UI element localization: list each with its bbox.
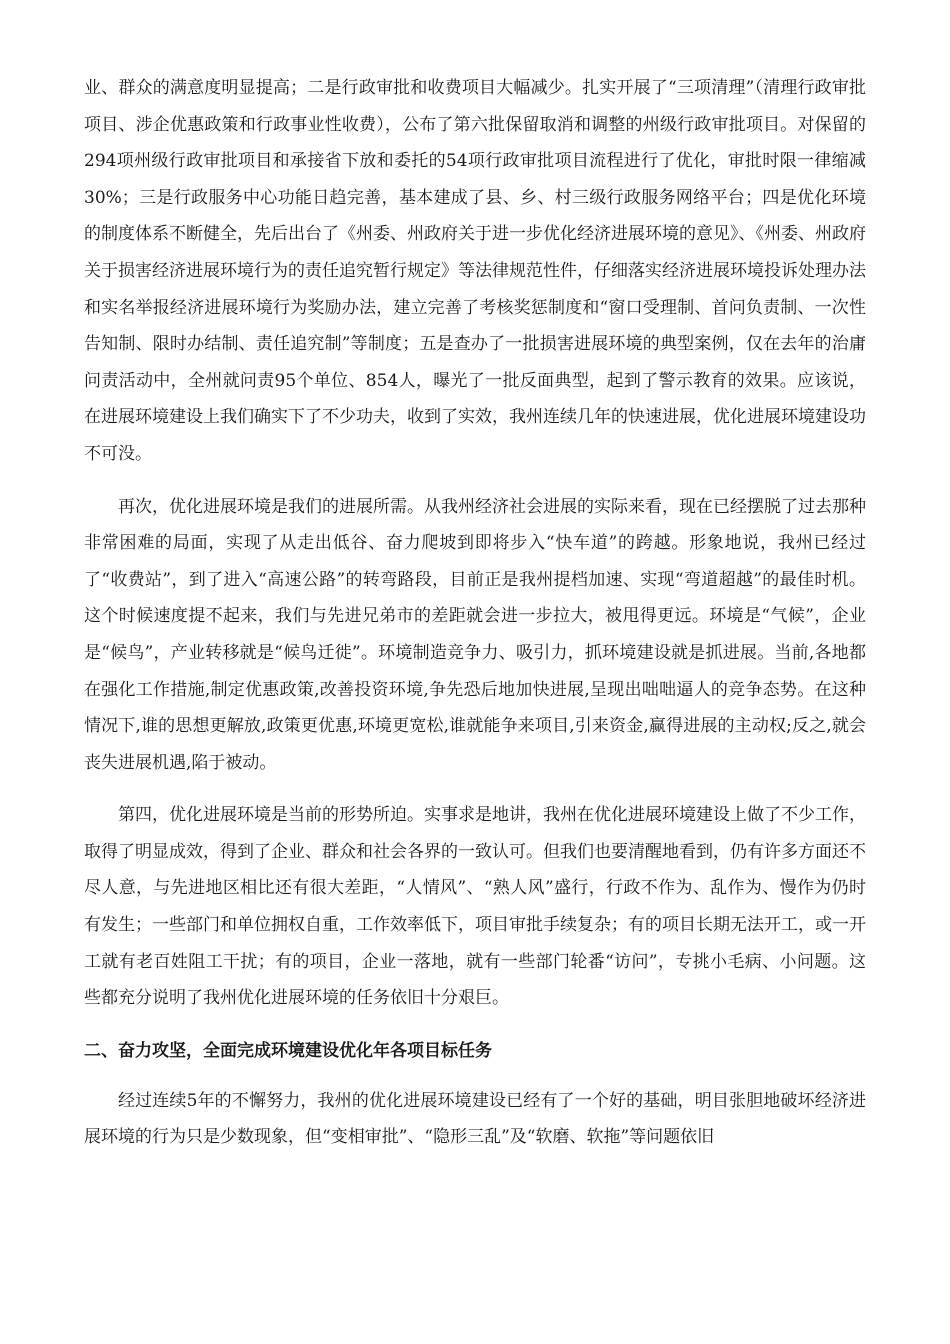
section-heading: 二、奋力攻坚，全面完成环境建设优化年各项目标任务 <box>84 1040 492 1061</box>
paragraph-current-situation: 第四，优化进展环境是当前的形势所迫。实事求是地讲，我州在优化进展环境建设上做了不少工作，取得了明显成效，得到了企业、群众和社会各界的一致认可。但我们也要清醒地看到，仍有许多方面还不尽人意，与先进地区相比还有很大差距，“人情风”、“熟人风”盛行，行政不作为、乱作为、慢作为仍时有发生；一些部门和单位拥权自重，工作效率低下，项目审批手续复杂；有的项目长期无法开工，或一开工就有老百姓阻工干扰；有的项目，企业一落地，就有一些部门轮番“访问”，专挑小毛病、小问题。这些都充分说明了我州优化进展环境的任务依旧十分艰巨。 <box>84 805 866 1009</box>
paragraph-section-intro: 经过连续5年的不懈努力，我州的优化进展环境建设已经有了一个好的基础，明目张胆地破坏经济进展环境的行为只是少数现象，但“变相审批”、“隐形三乱”及“软磨、软拖”等问题依旧 <box>84 1090 866 1148</box>
paragraph-development-needs: 再次，优化进展环境是我们的进展所需。从我州经济社会进展的实际来看，现在已经摆脱了过去那种非常困难的局面，实现了从走出低谷、奋力爬坡到即将步入“快车道”的跨越。形象地说，我州已经过了“收费站”，到了进入“高速公路”的转弯路段，目前正是我州提档加速、实现“弯道超越”的最佳时机。这个时候速度提不起来，我们与先进兄弟市的差距就会进一步拉大，被甩得更远。环境是“气候”，企业是“候鸟”，产业转移就是“候鸟迁徙”。环境制造竞争力、吸引力，抓环境建设就是抓进展。当前,各地都在强化工作措施,制定优惠政策,改善投资环境,争先恐后地加快进展,呈现出咄咄逼人的竞争态势。在这种情况下,谁的思想更解放,政策更优惠,环境更宽松,谁就能争来项目,引来资金,赢得进展的主动权;反之,就会丧失进展机遇,陷于被动。 <box>84 496 866 773</box>
document-page <box>84 70 866 1172</box>
paragraph-continuation: 业、群众的满意度明显提高；二是行政审批和收费项目大幅减少。扎实开展了“三项清理”（清理行政审批项目、涉企优惠政策和行政事业性收费），公布了第六批保留取消和调整的州级行政审批项目。对保留的294项州级行政审批项目和承接省下放和委托的54项行政审批项目流程进行了优化，审批时限一律缩减30%；三是行政服务中心功能日趋完善，基本建成了县、乡、村三级行政服务网络平台；四是优化环境的制度体系不断健全，先后出台了《州委、州政府关于进一步优化经济进展环境的意见》、《州委、州政府关于损害经济进展环境行为的责任追究暂行规定》等法律规范性件，仔细落实经济进展环境投诉处理办法和实名举报经济进展环境行为奖励办法，建立完善了考核奖惩制度和“窗口受理制、首问负责制、一次性告知制、限时办结制、责任追究制”等制度；五是查办了一批损害进展环境的典型案例，仅在去年的治庸问责活动中，全州就问责95个单位、854人，曝光了一批反面典型，起到了警示教育的效果。应该说，在进展环境建设上我们确实下了不少功夫，收到了实效，我州连续几年的快速进展，优化进展环境建设功不可没。 <box>84 78 866 464</box>
